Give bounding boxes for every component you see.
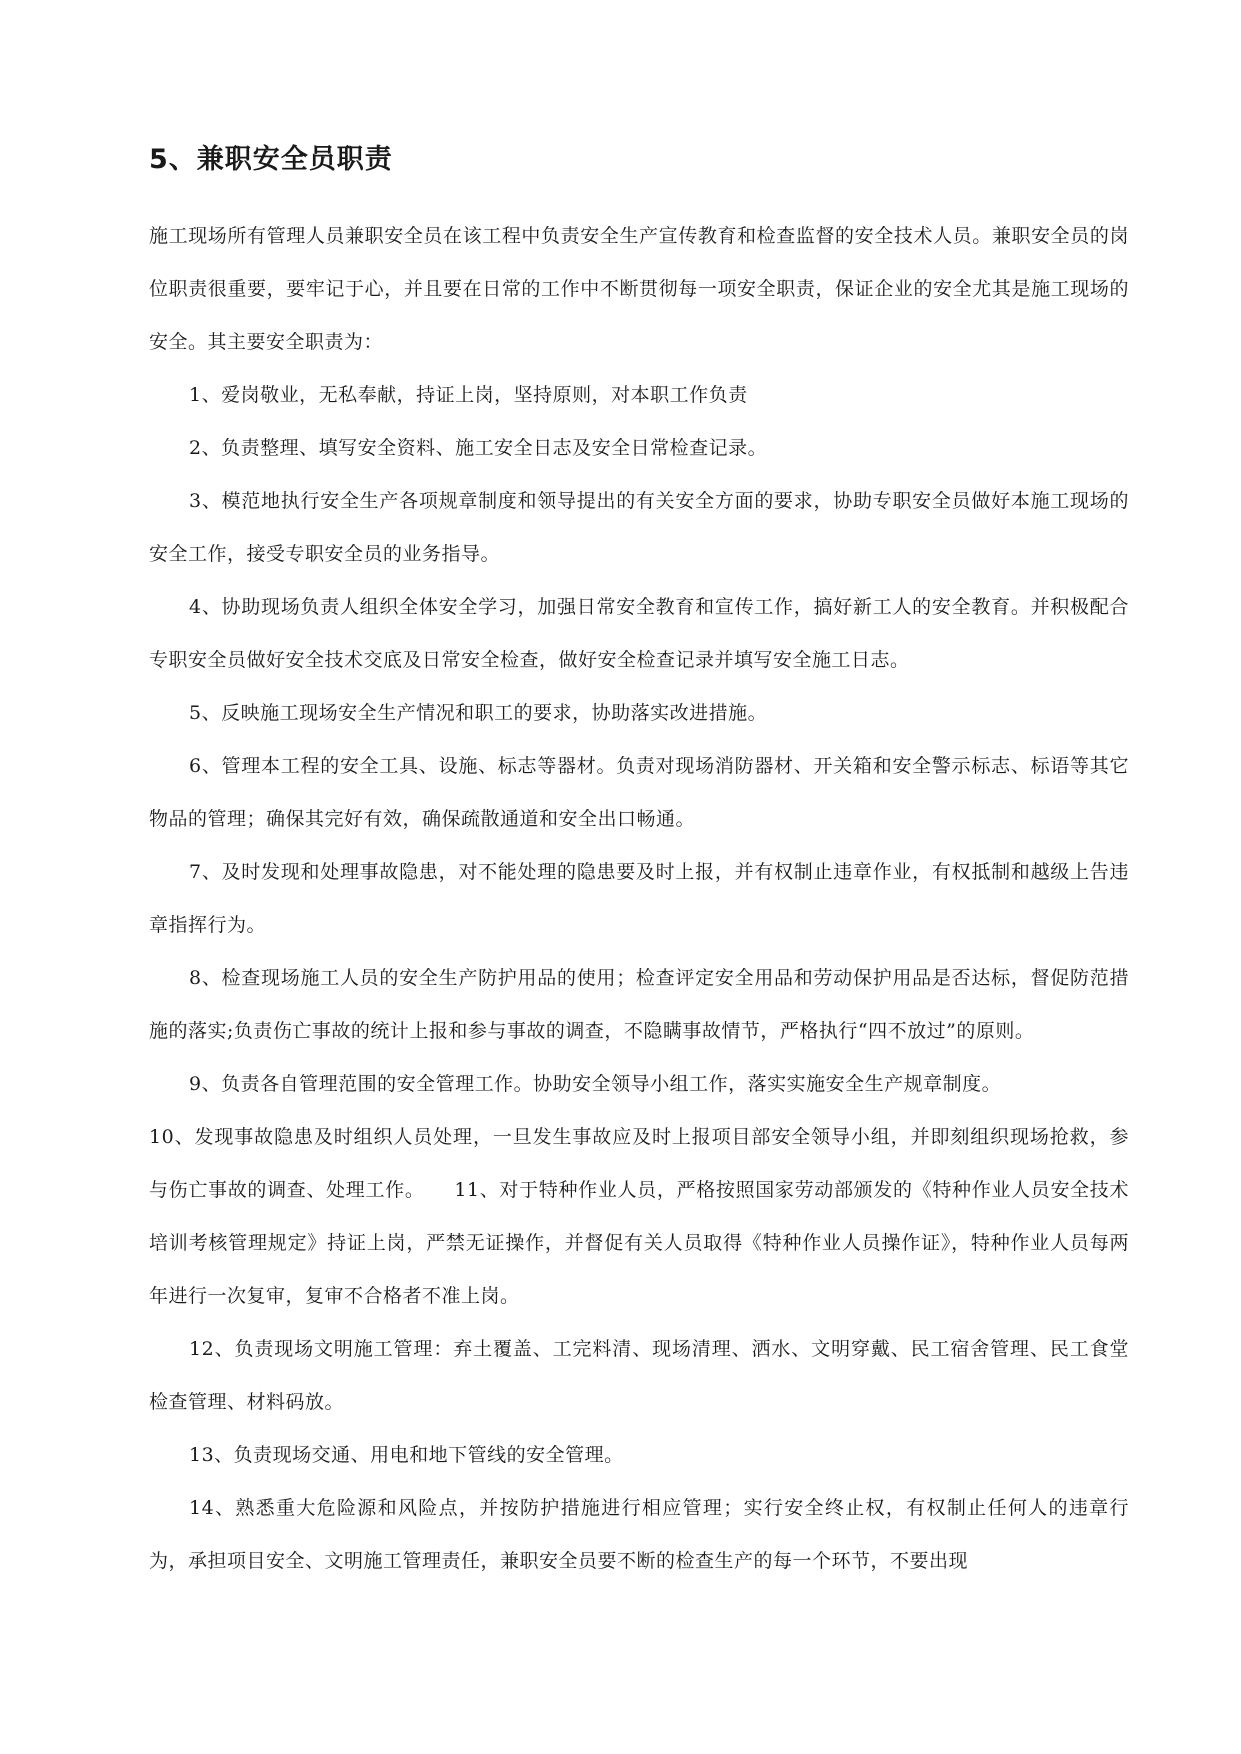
duty-item-9: 9、负责各自管理范围的安全管理工作。协助安全领导小组工作，落实实施安全生产规章制度。	[189, 1073, 1002, 1095]
duty-item-4: 4、协助现场负责人组织全体安全学习，加强日常安全教育和宣传工作，搞好新工人的安全教育。并积极配合专职安全员做好安全技术交底及日常安全检查，做好安全检查记录并填写安全施工日志。	[149, 596, 1129, 671]
duty-item-12: 12、负责现场文明施工管理：弃土覆盖、工完料清、现场清理、洒水、文明穿戴、民工宿舍管理、民工食堂检查管理、材料码放。	[149, 1338, 1129, 1413]
duty-item-2: 2、负责整理、填写安全资料、施工安全日志及安全日常检查记录。	[189, 437, 768, 459]
intro-paragraph: 施工现场所有管理人员兼职安全员在该工程中负责安全生产宣传教育和检查监督的安全技术人员。兼职安全员的岗位职责很重要，要牢记于心，并且要在日常的工作中不断贯彻每一项安全职责，保证企业的安全尤其是施工现场的安全。其主要安全职责为：	[149, 225, 1129, 353]
duty-item-7: 7、及时发现和处理事故隐患，对不能处理的隐患要及时上报，并有权制止违章作业，有权抵制和越级上告违章指挥行为。	[149, 861, 1129, 936]
document-body	[149, 140, 1129, 1588]
duty-item-8: 8、检查现场施工人员的安全生产防护用品的使用；检查评定安全用品和劳动保护用品是否达标，督促防范措施的落实;负责伤亡事故的统计上报和参与事故的调查，不隐瞒事故情节，严格执行“四不放过”的原则。	[149, 967, 1129, 1042]
duty-item-3: 3、模范地执行安全生产各项规章制度和领导提出的有关安全方面的要求，协助专职安全员做好本施工现场的安全工作，接受专职安全员的业务指导。	[149, 490, 1129, 565]
duty-item-5: 5、反映施工现场安全生产情况和职工的要求，协助落实改进措施。	[189, 702, 768, 724]
duty-item-6: 6、管理本工程的安全工具、设施、标志等器材。负责对现场消防器材、开关箱和安全警示标志、标语等其它物品的管理；确保其完好有效，确保疏散通道和安全出口畅通。	[149, 755, 1129, 830]
duty-item-13: 13、负责现场交通、用电和地下管线的安全管理。	[189, 1444, 624, 1466]
duty-item-10-11: 10、发现事故隐患及时组织人员处理，一旦发生事故应及时上报项目部安全领导小组，并即刻组织现场抢救，参与伤亡事故的调查、处理工作。 11、对于特种作业人员，严格按照国家劳动部颁发的《特种作业人员安全技术培训考核管理规定》持证上岗，严禁无证操作，并督促有关人员取得《特种作业人员操作证》，特种作业人员每两年进行一次复审，复审不合格者不准上岗。	[149, 1126, 1129, 1307]
duty-item-14: 14、熟悉重大危险源和风险点，并按防护措施进行相应管理；实行安全终止权，有权制止任何人的违章行为，承担项目安全、文明施工管理责任，兼职安全员要不断的检查生产的每一个环节，不要出现	[149, 1497, 1129, 1572]
section-heading: 5、兼职安全员职责	[149, 144, 393, 175]
duty-item-1: 1、爱岗敬业，无私奉献，持证上岗，坚持原则，对本职工作负责	[189, 384, 748, 406]
